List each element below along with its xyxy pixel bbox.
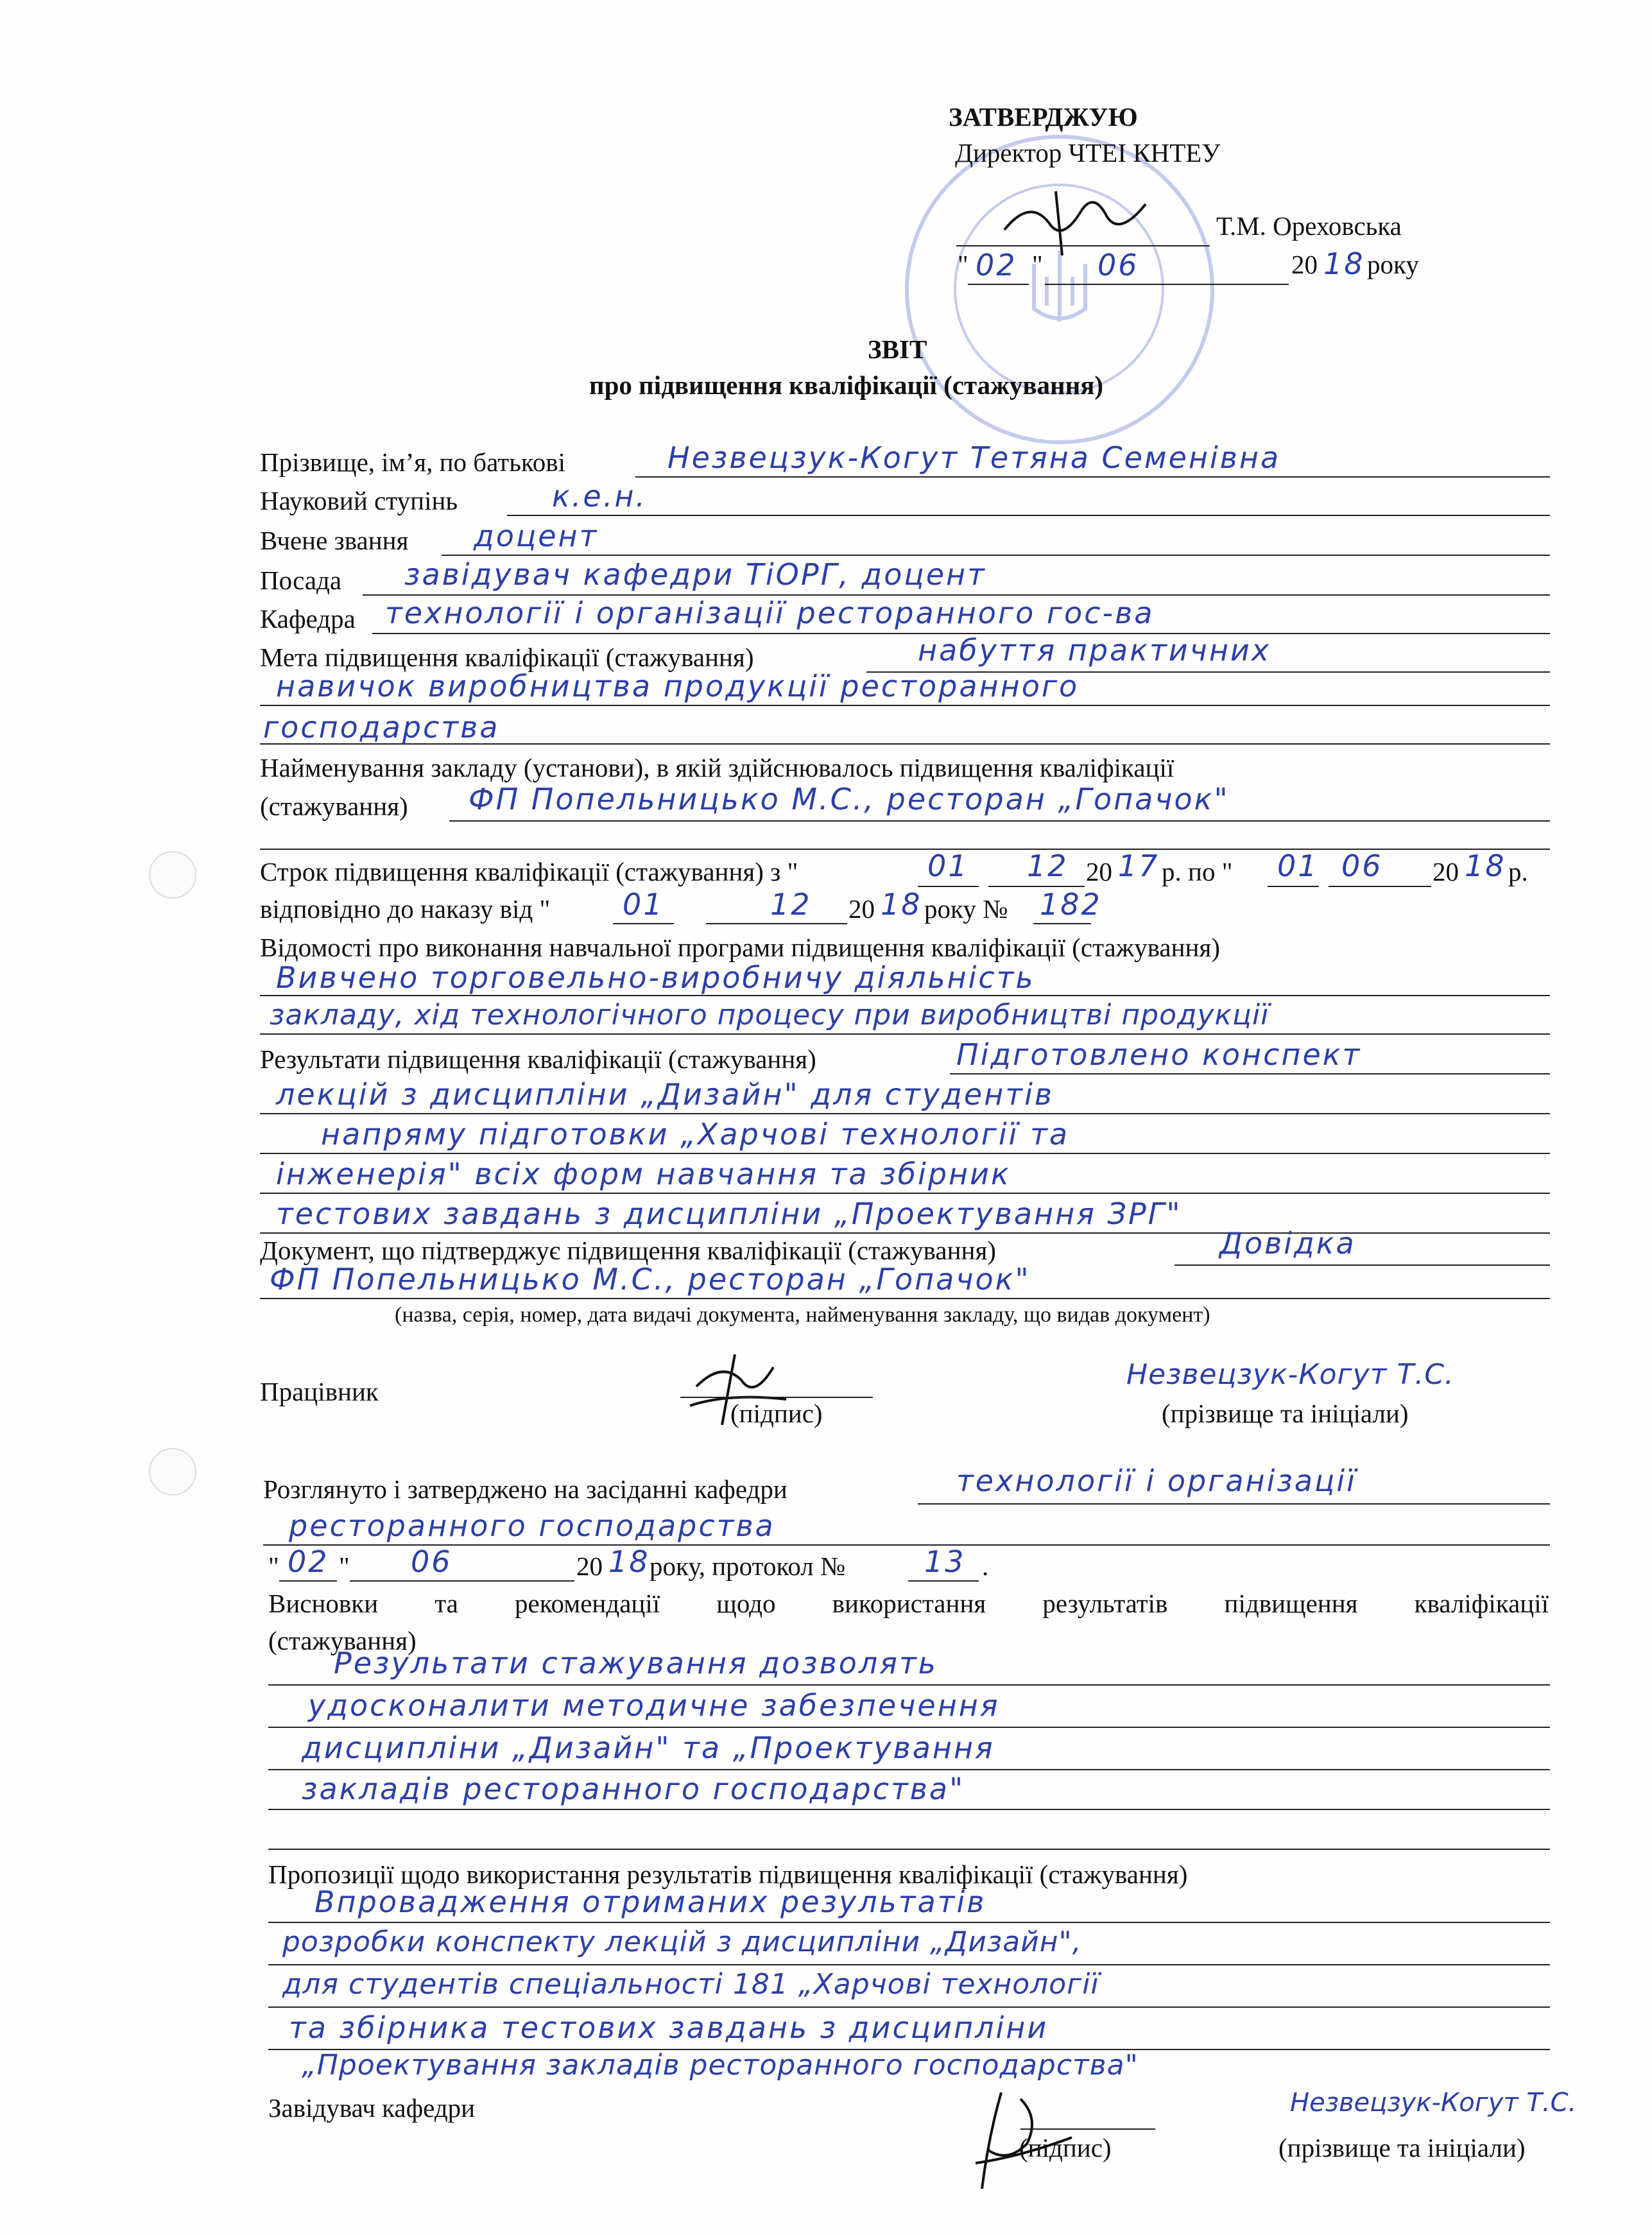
order-month: 12 bbox=[770, 887, 812, 922]
employee-label: Працівник bbox=[260, 1377, 379, 1406]
goal-value-1: набуття практичних bbox=[918, 633, 1271, 668]
head-name-caption: (прізвище та ініціали) bbox=[1278, 2133, 1526, 2162]
approval-year: 18 bbox=[1323, 246, 1365, 281]
institution-label-2: (стажування) bbox=[260, 791, 408, 821]
approval-title: ЗАТВЕРДЖУЮ bbox=[949, 102, 1138, 132]
review-year: 18 bbox=[608, 1544, 650, 1579]
conclusions-value-2: удосконалити методичне забезпечення bbox=[308, 1688, 1000, 1723]
academic-title-value: доцент bbox=[474, 519, 599, 553]
conclusions-value-1: Результати стажування дозволять bbox=[334, 1646, 938, 1680]
results-label: Результати підвищення кваліфікації (стажування) bbox=[260, 1044, 816, 1074]
program-label: Відомості про виконання навчальної програми підвищення кваліфікації (стажування) bbox=[260, 933, 1220, 962]
document-label: Документ, що підтверджує підвищення кваліфікації (стажування) bbox=[260, 1236, 996, 1265]
proposals-value-3: для студентів спеціальності 181 „Харчові технології bbox=[282, 1968, 1099, 2001]
position-value: завідувач кафедри ТіОРГ, доцент bbox=[404, 557, 986, 592]
term-from-day: 01 bbox=[927, 849, 969, 883]
proposals-value-5: „Проектування закладів ресторанного господарства" bbox=[302, 2049, 1139, 2082]
document-page: ЗАТВЕРДЖУЮ Директор ЧТЕІ КНТЕУ Т.М. Ореховська " 02 " 06 20 18 року ЗВІТ про підвищення кваліфікації (стажування) Прізвище, ім’я, по батькові Незвецзук-Когут Тетяна Семенівна Науковий ступінь к.е.н. Вчене звання доцент Посада завідувач кафедри ТіОРГ, доцент Кафедра технології і організації ресторанного гос-ва Мета підвищення кваліфікації (стажування) набуття практичних навичок виробництва продукції ресторанного господарства Найменування закладу (установи), в якій здійснювалось підвищення кваліфікації (стажування) ФП Попельницько М.С., ресторан „Гопачок" Строк підвищення кваліфікації (стажування) з " 01 12 20 17 р. по " 01 06 20 18 р. відповідно до наказу від " 01 12 20 18 року № 182 Відомості про виконання навчальної програми підвищення кваліфікації (стажування) Вивчено торговельно-виробничу діяльність закладу, хід технологічного процесу при виробництві продукції Результати підвищення кваліфікації (стажування) Підготовлено конспект лекцій з дисципліни „Дизайн" для студентів напряму підготовки „Харчові технології та інженерія" всіх форм навчання та збірник тестових завдань з дисципліни „Проектування ЗРГ" Документ, що підтверджує підвищення кваліфікації (стажування) Довідка ФП Попельницько М.С., ресторан „Гопачок" (назва, серія, номер, дата видачі документа, найменування закладу, що видав документ) Працівник (підпис) Незвецзук-Когут Т.С. (прізвище та ініціали) Розглянуто і затверджено на засіданні кафедри технології і організації ресторанного господарства " 02 " 06 20 18 року, протокол № 13 . Висновки та рекомендації щодо використання результатів підвищення кваліфікації (стажування) Результати стажування дозволять удосконалити методичне забезпечення дисципліни „Дизайн" та „Проектування закладів ресторанного господарства" Пропозиції щодо використання результатів підвищення кваліфікації (стажування) Впровадження отриманих результатів розробки конспекту лекцій з дисципліни „Дизайн", для студентів спеціальності 181 „Харчові технології та збірника тестових завдань з дисципліни „Проектування закладів ресторанного господарства" Завідувач кафедри (підпис) Незвецзук-Когут Т.С. (прізвище та ініціали) bbox=[0, 0, 1652, 2235]
proposals-value-4: та збірника тестових завдань з дисципліни bbox=[289, 2010, 1049, 2045]
approval-day: 02 bbox=[976, 248, 1017, 282]
proposals-label: Пропозиції щодо використання результатів підвищення кваліфікації (стажування) bbox=[268, 1860, 1188, 1889]
review-day: 02 bbox=[288, 1544, 329, 1579]
term-label: Строк підвищення кваліфікації (стажування) з " bbox=[260, 857, 798, 886]
order-year: 18 bbox=[881, 887, 922, 922]
review-month: 06 bbox=[411, 1544, 452, 1579]
goal-value-3: господарства bbox=[263, 710, 500, 745]
goal-value-2: навичок виробництва продукції ресторанного bbox=[276, 669, 1080, 703]
proposals-value-1: Впровадження отриманих результатів bbox=[314, 1885, 986, 1919]
department-value: технології і організації ресторанного гос-ва bbox=[385, 596, 1155, 630]
report-subtitle: про підвищення кваліфікації (стажування) bbox=[589, 370, 1104, 400]
conclusions-label-2: (стажування) bbox=[268, 1626, 417, 1655]
program-value-2: закладу, хід технологічного процесу при виробництві продукції bbox=[270, 999, 1269, 1031]
name-value: Незвецзук-Когут Тетяна Семенівна bbox=[667, 440, 1281, 475]
term-from-month: 12 bbox=[1027, 849, 1069, 883]
name-label: Прізвище, ім’я, по батькові bbox=[260, 447, 566, 477]
results-value-1: Підготовлено конспект bbox=[956, 1037, 1362, 1072]
employee-signature-caption: (підпис) bbox=[730, 1399, 823, 1428]
proposals-value-2: розробки конспекту лекцій з дисципліни „Дизайн", bbox=[282, 1926, 1082, 1958]
head-signature-caption: (підпис) bbox=[1019, 2133, 1112, 2162]
order-number: 182 bbox=[1040, 887, 1102, 922]
review-department-2: ресторанного господарства bbox=[289, 1508, 775, 1543]
document-value-1: Довідка bbox=[1219, 1226, 1356, 1261]
term-to-year: 18 bbox=[1465, 849, 1506, 883]
report-title: ЗВІТ bbox=[868, 334, 927, 364]
punch-hole bbox=[149, 1448, 196, 1496]
punch-hole bbox=[149, 851, 196, 899]
results-value-3: напряму підготовки „Харчові технології та bbox=[321, 1117, 1070, 1152]
results-value-2: лекцій з дисципліни „Дизайн" для студентів bbox=[276, 1077, 1054, 1112]
results-value-4: інженерія" всіх форм навчання та збірник bbox=[276, 1157, 1011, 1191]
goal-label: Мета підвищення кваліфікації (стажування) bbox=[260, 643, 754, 672]
approval-position: Директор ЧТЕІ КНТЕУ bbox=[955, 138, 1221, 168]
institution-value: ФП Попельницько М.С., ресторан „Гопачок" bbox=[469, 782, 1230, 816]
employee-name-value: Незвецзук-Когут Т.С. bbox=[1126, 1358, 1454, 1391]
employee-name-caption: (прізвище та ініціали) bbox=[1162, 1399, 1409, 1428]
department-label: Кафедра bbox=[260, 604, 356, 634]
head-label: Завідувач кафедри bbox=[268, 2093, 476, 2123]
review-protocol: 13 bbox=[924, 1544, 966, 1579]
order-label: відповідно до наказу від " bbox=[260, 894, 551, 924]
review-label: Розглянуто і затверджено на засіданні кафедри bbox=[263, 1474, 787, 1504]
degree-value: к.е.н. bbox=[552, 479, 648, 513]
director-name: Т.М. Ореховська bbox=[1216, 211, 1402, 241]
order-day: 01 bbox=[623, 887, 664, 922]
term-to-month: 06 bbox=[1341, 849, 1383, 883]
conclusions-value-3: дисципліни „Дизайн" та „Проектування bbox=[302, 1730, 995, 1765]
conclusions-value-4: закладів ресторанного господарства" bbox=[302, 1772, 965, 1806]
head-name-value: Незвецзук-Когут Т.С. bbox=[1290, 2088, 1577, 2118]
conclusions-label-1: Висновки та рекомендації щодо використання результатів підвищення кваліфікації bbox=[268, 1589, 1549, 1618]
approval-month: 06 bbox=[1097, 248, 1139, 282]
review-department-1: технології і організації bbox=[956, 1463, 1357, 1498]
document-value-2: ФП Попельницько М.С., ресторан „Гопачок" bbox=[270, 1262, 1031, 1297]
term-to-day: 01 bbox=[1277, 849, 1319, 883]
term-from-year: 17 bbox=[1118, 849, 1160, 883]
academic-title-label: Вчене звання bbox=[260, 526, 409, 555]
degree-label: Науковий ступінь bbox=[260, 486, 458, 515]
document-hint: (назва, серія, номер, дата видачі документа, найменування закладу, що видав документ) bbox=[395, 1303, 1210, 1327]
institution-label-1: Найменування закладу (установи), в якій здійснювалось підвищення кваліфікації bbox=[260, 753, 1174, 782]
results-value-5: тестових завдань з дисципліни „Проектування ЗРГ" bbox=[276, 1196, 1182, 1231]
program-value-1: Вивчено торговельно-виробничу діяльність bbox=[276, 960, 1035, 995]
position-label: Посада bbox=[260, 565, 342, 595]
